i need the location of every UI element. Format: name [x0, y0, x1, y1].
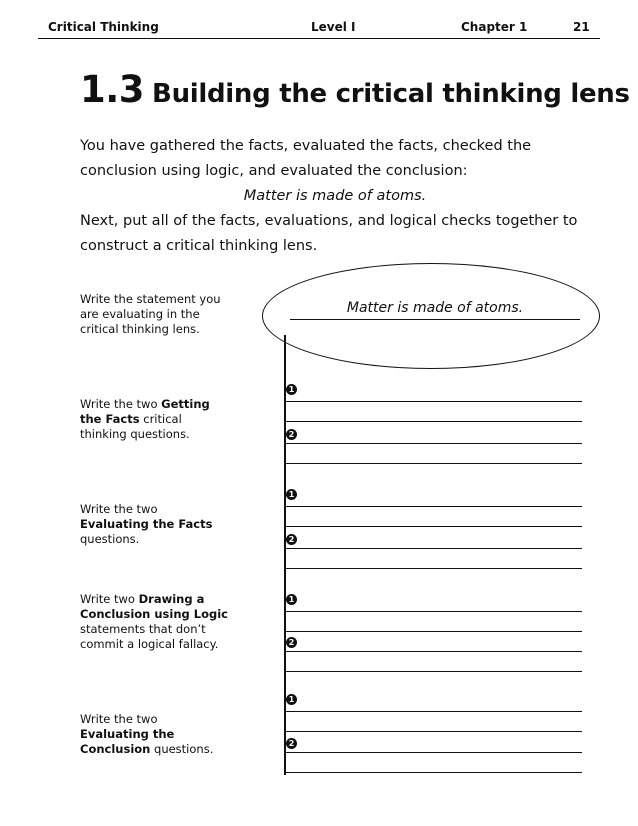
instruction-text: Write the two	[80, 502, 158, 516]
header-level: Level I	[311, 20, 356, 34]
number-badge-2: 2	[286, 637, 297, 648]
intro-line-2: Next, put all of the facts, evaluations, and logical checks together to construct a critical thinking lens.	[80, 213, 578, 254]
instruction-emphasis: Evaluating the Conclusion	[80, 727, 175, 756]
writing-line[interactable]	[286, 401, 582, 402]
instruction-text: questions.	[80, 532, 140, 546]
number-badge-1: 1	[286, 694, 297, 705]
instruction-text: questions.	[150, 742, 214, 756]
writing-line[interactable]	[286, 752, 582, 753]
instruction-emphasis: Evaluating the Facts	[80, 517, 213, 531]
section-title	[80, 68, 630, 111]
writing-line[interactable]	[286, 772, 582, 773]
instruction-emphasis: Getting the Facts	[80, 397, 210, 426]
instruction-emphasis: Drawing a Conclusion using Logic	[80, 592, 228, 621]
writing-line[interactable]	[286, 671, 582, 672]
writing-line[interactable]	[286, 421, 582, 422]
intro-statement: Matter is made of atoms.	[243, 188, 427, 204]
number-badge-1: 1	[286, 384, 297, 395]
instruction-text: Write the two	[80, 712, 158, 726]
writing-line[interactable]	[286, 611, 582, 612]
number-badge-2: 2	[286, 738, 297, 749]
header-page-number: 21	[573, 20, 590, 34]
writing-line[interactable]	[286, 568, 582, 569]
writing-line[interactable]	[286, 631, 582, 632]
instruction-statement: Write the statement you are evaluating in the critical thinking lens.	[80, 292, 221, 336]
instruction-evaluating-conclusion	[80, 712, 230, 757]
instruction-evaluating-facts	[80, 502, 230, 547]
writing-line[interactable]	[286, 548, 582, 549]
writing-line[interactable]	[286, 711, 582, 712]
instruction-text: Write two	[80, 592, 139, 606]
intro-paragraph	[80, 134, 590, 259]
section-number: 1.3	[80, 68, 145, 111]
writing-line[interactable]	[286, 506, 582, 507]
instruction-getting-facts	[80, 397, 230, 442]
number-badge-1: 1	[286, 594, 297, 605]
number-badge-2: 2	[286, 534, 297, 545]
writing-line[interactable]	[286, 443, 582, 444]
writing-line[interactable]	[286, 526, 582, 527]
page-header	[38, 20, 600, 39]
instruction-text: Write the two	[80, 397, 162, 411]
writing-line[interactable]	[286, 731, 582, 732]
intro-line-1: You have gathered the facts, evaluated the facts, checked the conclusion using logic, and evaluated the conclusion:	[80, 138, 532, 179]
header-book-title: Critical Thinking	[48, 20, 159, 34]
instruction-logic	[80, 592, 230, 652]
writing-line[interactable]	[286, 463, 582, 464]
header-chapter: Chapter 1	[461, 20, 528, 34]
instruction-text: statements that don’t commit a logical fallacy.	[80, 622, 219, 651]
writing-line[interactable]	[286, 651, 582, 652]
lens-statement-field[interactable]: Matter is made of atoms.	[290, 298, 580, 320]
section-heading: Building the critical thinking lens	[152, 79, 630, 109]
number-badge-1: 1	[286, 489, 297, 500]
number-badge-2: 2	[286, 429, 297, 440]
instruction-text: critical thinking questions.	[80, 412, 190, 441]
